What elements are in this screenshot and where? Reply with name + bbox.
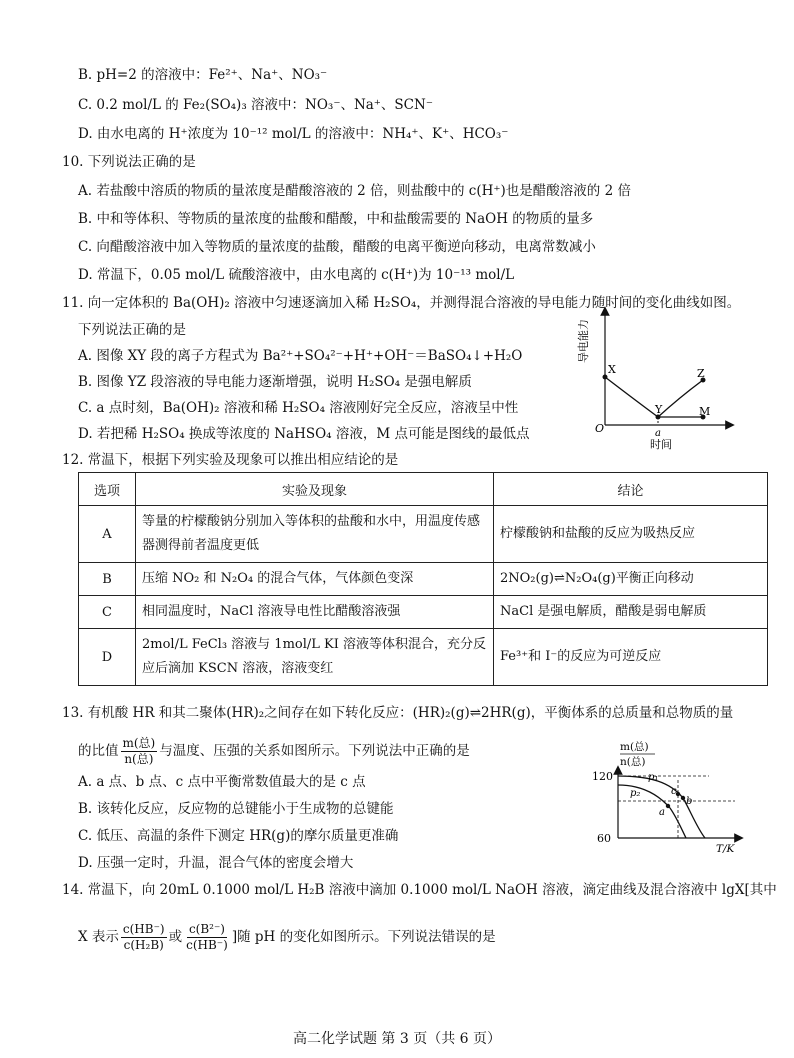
fraction-denominator: n(总): [124, 752, 154, 766]
header-option: 选项: [79, 473, 136, 506]
label-a: a: [655, 428, 661, 439]
y-axis-label: 导电能力: [577, 319, 590, 363]
q14-fraction-1: [121, 922, 167, 953]
q10-option-c: C. 向醋酸溶液中加入等物质的量浓度的盐酸，醋酸的电离平衡逆向移动，电离常数减小: [78, 239, 596, 255]
label-p1: p₁: [648, 772, 659, 783]
table-row: [79, 563, 768, 596]
q9-option-c: C. 0.2 mol/L 的 Fe₂(SO₄)₃ 溶液中：NO₃⁻、Na⁺、SCN⁻: [78, 97, 433, 113]
row-d-conclusion: Fe³⁺和 I⁻的反应为可逆反应: [494, 629, 768, 686]
x-axis-label: T/K: [716, 843, 735, 854]
q11-option-d: D. 若把稀 H₂SO₄ 换成等浓度的 NaHSO₄ 溶液，M 点可能是图线的最低点: [78, 426, 530, 442]
label-m: M: [699, 405, 711, 418]
fraction-denominator: c(HB⁻): [186, 938, 228, 952]
label-a: a: [659, 807, 665, 818]
q14-stem: 14. 常温下，向 20mL 0.1000 mol/L H₂B 溶液中滴加 0.1000 mol/L NaOH 溶液，滴定曲线及混合溶液中 lgX[其中: [62, 882, 777, 898]
q14-fraction-2: [184, 922, 230, 953]
y-tick-120: 120: [592, 770, 613, 783]
q9-option-d: D. 由水电离的 H⁺浓度为 10⁻¹² mol/L 的溶液中：NH₄⁺、K⁺、HCO₃⁻: [78, 126, 509, 142]
row-d-experiment: 2mol/L FeCl₃ 溶液与 1mol/L KI 溶液等体积混合，充分反应后滴加 KSCN 溶液，溶液变红: [136, 629, 494, 686]
fraction-denominator: c(H₂B): [123, 938, 164, 952]
label-origin: O: [595, 422, 605, 435]
fraction-numerator: c(B²⁻): [188, 922, 225, 936]
y-label-numerator: m(总): [620, 741, 649, 753]
table-header-row: [79, 473, 768, 506]
label-b: b: [686, 796, 693, 807]
fraction-numerator: m(总): [122, 736, 156, 750]
row-a-option: A: [79, 506, 136, 563]
x-axis-label: 时间: [650, 438, 672, 450]
q14-stem-end: ]随 pH 的变化如图所示。下列说法错误的是: [231, 929, 496, 945]
q12-stem: 12. 常温下，根据下列实验及现象可以推出相应结论的是: [62, 452, 399, 468]
page-footer: 高二化学试题 第 3 页（共 6 页）: [292, 1031, 502, 1047]
q11-stem-cont: 下列说法正确的是: [78, 322, 186, 338]
row-c-conclusion: NaCl 是强电解质，醋酸是弱电解质: [494, 596, 768, 629]
point-b: [681, 796, 685, 800]
row-a-experiment: 等量的柠檬酸钠分别加入等体积的盐酸和水中，用温度传感器测得前者温度更低: [136, 506, 494, 563]
q13-stem: 13. 有机酸 HR 和其二聚体(HR)₂之间存在如下转化反应：(HR)₂(g)⇌2HR(g)，平衡体系的总质量和总物质的量: [62, 705, 734, 721]
q11-option-b: B. 图像 YZ 段溶液的导电能力逐渐增强，说明 H₂SO₄ 是强电解质: [78, 374, 472, 390]
point-x: [603, 375, 608, 380]
q10-stem: 10. 下列说法正确的是: [62, 154, 196, 170]
q13-stem-cont: [78, 734, 470, 768]
label-x: X: [608, 363, 616, 376]
q13-option-a: A. a 点、b 点、c 点中平衡常数值最大的是 c 点: [78, 774, 366, 790]
q13-fraction: [121, 736, 158, 767]
header-experiment: 实验及现象: [136, 473, 494, 506]
row-b-experiment: 压缩 NO₂ 和 N₂O₄ 的混合气体，气体颜色变深: [136, 563, 494, 596]
mass-ratio-graph: [585, 738, 745, 854]
q10-option-d: D. 常温下，0.05 mol/L 硫酸溶液中，由水电离的 c(H⁺)为 10⁻¹³ mol/L: [78, 267, 515, 283]
q13-option-d: D. 压强一定时，升温，混合气体的密度会增大: [78, 855, 354, 871]
q9-option-b: B. pH=2 的溶液中：Fe²⁺、Na⁺、NO₃⁻: [78, 67, 328, 83]
row-c-experiment: 相同温度时，NaCl 溶液导电性比醋酸溶液强: [136, 596, 494, 629]
q13-option-c: C. 低压、高温的条件下测定 HR(g)的摩尔质量更准确: [78, 828, 399, 844]
q12-table: [78, 472, 768, 686]
label-y: Y: [655, 403, 663, 416]
row-b-conclusion: 2NO₂(g)⇌N₂O₄(g)平衡正向移动: [494, 563, 768, 596]
q14-x-text: X 表示: [78, 929, 119, 945]
q13-option-b: B. 该转化反应，反应物的总键能小于生成物的总键能: [78, 801, 394, 817]
q13-stem-end: 与温度、压强的关系如图所示。下列说法中正确的是: [159, 743, 470, 759]
row-d-option: D: [79, 629, 136, 686]
y-tick-60: 60: [597, 832, 611, 845]
q10-option-a: A. 若盐酸中溶质的物质的量浓度是醋酸溶液的 2 倍，则盐酸中的 c(H⁺)也是醋酸溶液的 2 倍: [78, 183, 631, 199]
y-label-denominator: n(总): [620, 756, 646, 768]
fraction-numerator: c(HB⁻): [122, 922, 165, 936]
y-axis-fraction: [620, 740, 655, 768]
conductivity-curve: [605, 377, 703, 417]
row-a-conclusion: 柠檬酸钠和盐酸的反应为吸热反应: [494, 506, 768, 563]
row-c-option: C: [79, 596, 136, 629]
label-p2: p₂: [630, 788, 641, 799]
point-a: [666, 804, 670, 808]
q14-stem-cont: [78, 918, 496, 956]
q10-option-b: B. 中和等体积、等物质的量浓度的盐酸和醋酸，中和盐酸需要的 NaOH 的物质的量多: [78, 211, 594, 227]
label-z: Z: [697, 367, 705, 380]
q11-option-c: C. a 点时刻，Ba(OH)₂ 溶液和稀 H₂SO₄ 溶液刚好完全反应，溶液呈中性: [78, 400, 519, 416]
table-row: [79, 629, 768, 686]
q11-stem: 11. 向一定体积的 Ba(OH)₂ 溶液中匀速逐滴加入稀 H₂SO₄，并测得混合溶液的导电能力随时间的变化曲线如图。: [62, 295, 741, 311]
conductivity-graph: [575, 305, 735, 450]
q13-ratio-text: 的比值: [78, 743, 119, 759]
table-row: [79, 506, 768, 563]
table-row: [79, 596, 768, 629]
q11-option-a: A. 图像 XY 段的离子方程式为 Ba²⁺+SO₄²⁻+H⁺+OH⁻＝BaSO₄↓+H₂O: [78, 348, 523, 364]
header-conclusion: 结论: [494, 473, 768, 506]
label-c: c: [671, 786, 677, 797]
row-b-option: B: [79, 563, 136, 596]
q14-or: 或: [168, 929, 183, 945]
